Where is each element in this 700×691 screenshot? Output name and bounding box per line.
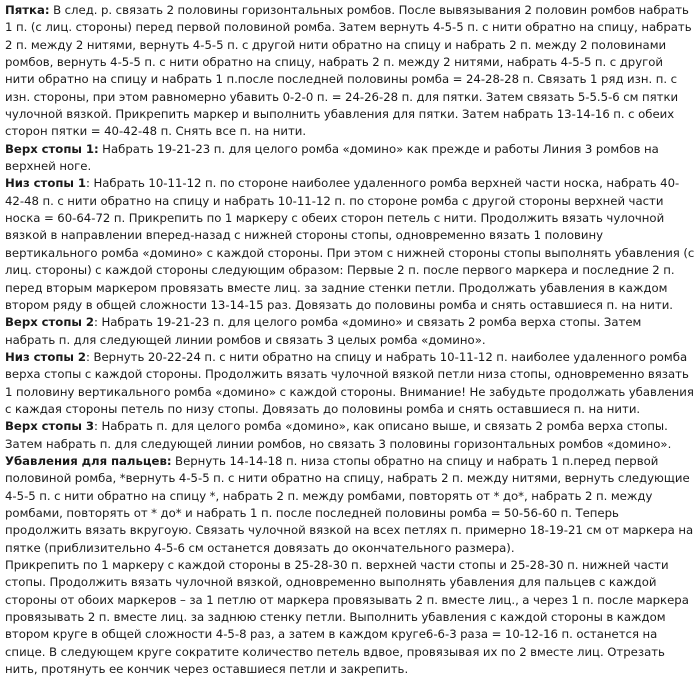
text-foot-top-2: : Набрать 19-21-23 п. для целого ромба «домино» и связать 2 ромба верха стопы. Затем набрать п. для следующей линии ромбов и связать 3 целых ромба «домино». — [5, 315, 642, 347]
heading-heel: Пятка: — [5, 3, 50, 17]
text-foot-top-3: : Набрать п. для целого ромба «домино», как описано выше, и связать 2 ромба верха стопы. Затем набрать п. для следующей линии ромбов, но связать 3 половины горизонтальных ромбов «домино». — [5, 419, 672, 451]
heading-foot-bottom-2: Низ стопы 2 — [5, 349, 87, 364]
heading-foot-top-1: Верх стопы 1: — [5, 141, 99, 156]
text-finishing: Прикрепить по 1 маркеру с каждой стороны в 25-28-30 п. верхней части стопы и 25-28-30 п. нижней части стопы. Продолжить вязать чулочной вязкой, одновременно выполнять убавления для пальцев с каждой стороны от обоих маркеров – за 1 петлю от маркера провязывать 2 п. вместе лиц., а через 1 п. после маркера провязывать 2 п. вместе лиц. за заднюю стенку петли. Выполнить убавления с каждой стороны в каждом втором круге в общей сложности 4-5-8 раз, а затем в каждом круге6-6-3 раза = 10-12-16 п. останется на спице. В следующем круге сократите количество петель вдвое, провязывая их по 2 вместе лиц. Отрезать нить, протянуть ее кончик через оставшиеся петли и закрепить. — [5, 558, 689, 677]
heading-foot-bottom-1: Низ стопы 1 — [5, 176, 87, 191]
paragraph-foot-bottom-1 — [5, 175, 695, 314]
text-foot-bottom-2: : Вернуть 20-22-24 п. с нити обратно на спицу и набрать 10-11-12 п. наиболее удаленного ромба верха стопы с каждой стороны. Продолжить вязать чулочной вязкой петли низа стопы, одновременно вязать 1 половину вертикального ромба «домино» с каждой стороны. Внимание! Не забудьте продолжать убавления с каждая стороны петель по низу стопы. Довязать до половины ромба и снять оставшиеся п. на нити. — [5, 349, 694, 416]
text-foot-top-1: Набрать 19-21-23 п. для целого ромба «домино» как прежде и работы Линия 3 ромбов на верхней ноге. — [5, 141, 659, 174]
text-toe-decreases: Вернуть 14-14-18 п. низа стопы обратно на спицу и набрать 1 п.перед первой половиной ромба, *вернуть 4-5-5 п. с нити обратно на спицу, набрать 2 п. между нитями, вернуть следующие 4-5-5 п. с нити обратно на спицу *, набрать 2 п. между ромбами, повторять от * до*, набрать 2 п. между ромбами, повторять от * до* и набрать 1 п. после последней половины ромба = 50-56-60 п. Теперь продолжить вязать вкругоую. Связать чулочной вязкой на всех петлях п. примерно 18-19-21 см от маркера на пятке (приблизительно 4-5-6 см останется довязать до окончательного размера). — [5, 453, 694, 555]
heading-foot-top-3: Верх стопы 3 — [5, 419, 94, 434]
paragraph-foot-top-2 — [5, 314, 695, 349]
heading-toe-decreases: Убавления для пальцев: — [5, 453, 172, 468]
paragraph-foot-top-1 — [5, 141, 695, 176]
paragraph-finishing — [5, 557, 695, 678]
paragraph-foot-top-3 — [5, 418, 695, 453]
paragraph-heel — [5, 2, 695, 141]
heading-foot-top-2: Верх стопы 2 — [5, 315, 94, 330]
knitting-instructions-document — [5, 2, 695, 678]
text-heel: В след. р. связать 2 половины горизонтальных ромбов. После вывязывания 2 половин ромбов набрать 1 п. (с лиц. стороны) перед первой половиной ромба. Затем вернуть 4-5-5 п. с нити обратно на спицу, набрать 2 п. между 2 нитями, вернуть 4-5-5 п. с другой нити обратно на спицу и набрать 2 п. между 2 половинами ромбов, вернуть 4-5-5 п. с нити обратно на спицу, набрать 2 п. между 2 нитями, набрать 4-5-5 п. с другой нити обратно на спицу и набрать 1 п.после последней половины ромба = 24-28-28 п. Связать 1 ряд изн. п. с изн. стороны, при этом равномерно убавить 0-2-0 п. = 24-26-28 п. для пятки. Затем связать 5-5.5-6 см пятки чулочной вязкой. Прикрепить маркер и выполнить убавления для пятки. Затем набрать 13-14-16 п. с обеих сторон пятки = 40-42-48 п. Снять все п. на нити. — [5, 3, 692, 139]
text-foot-bottom-1: : Набрать 10-11-12 п. по стороне наиболее удаленного ромба верхней части носка, набрать 40-42-48 п. с нити обратно на спицу и набрать 10-11-12 п. по стороне ромба с другой стороны верхней части носка = 60-64-72 п. Прикрепить по 1 маркеру с обеих сторон петель с нити. Продолжить вязать чулочной вязкой в направлении вперед-назад с нижней стороны стопы, одновременно вязать 1 половину вертикального ромба «домино» с каждой стороны. При этом с нижней стороны стопы выполнять убавления (с лиц. стороны) с каждой стороны следующим образом: Первые 2 п. после первого маркера и последние 2 п. перед вторым маркером провязать вместе лиц. за задние стенки петли. Продолжать убавления в каждом втором ряду в общей сложности 13-14-15 раз. Довязать до половины ромба и снять оставшиеся п. на нити. — [5, 176, 695, 312]
paragraph-toe-decreases — [5, 453, 695, 557]
paragraph-foot-bottom-2 — [5, 349, 695, 418]
